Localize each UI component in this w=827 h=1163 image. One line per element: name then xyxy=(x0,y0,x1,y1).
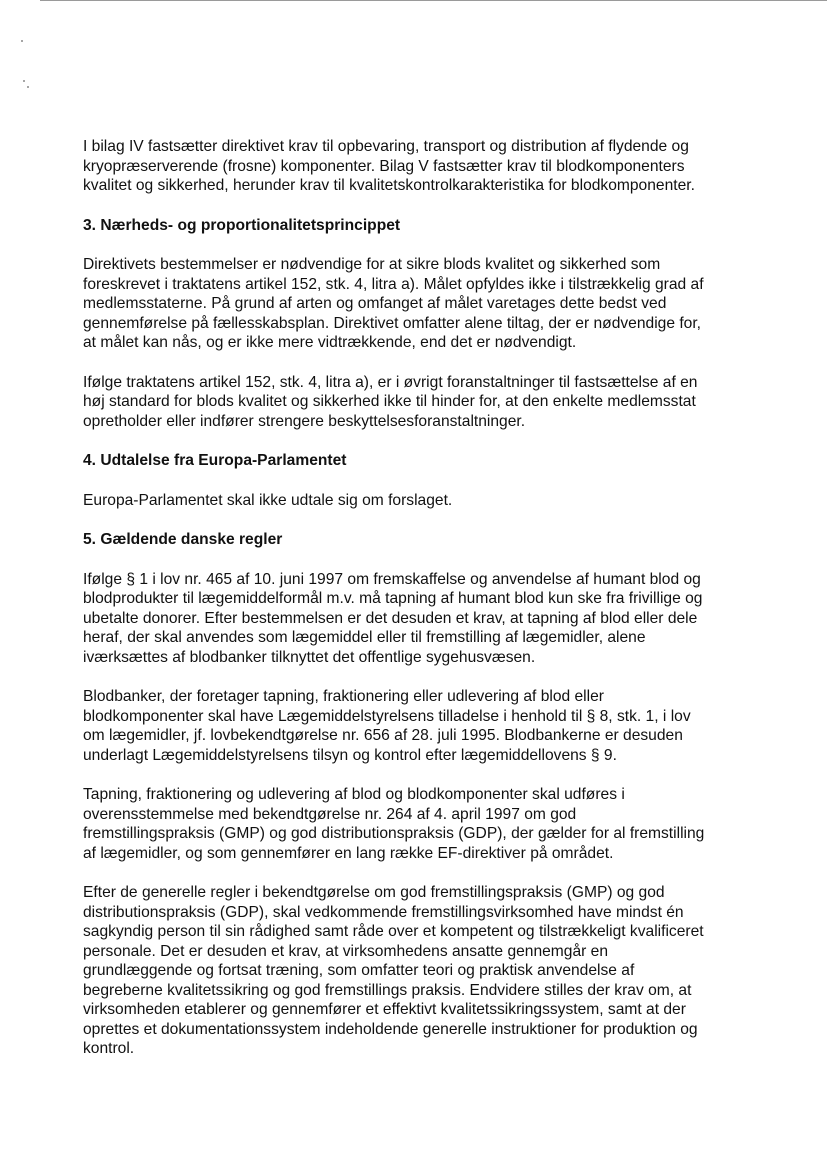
paragraph-blood-banks: Blodbanker, der foretager tapning, fraktionering eller udlevering af blod eller blodkomponenter skal have Lægemiddelstyrelsens tilladelse i henhold til § 8, stk. 1, i lov om lægemidler, jf. lovbekendtgørelse nr. 656 af 28. juli 1995. Blodbankerne er desuden underlagt Lægemiddelstyrelsens tilsyn og kontrol efter lægemiddellovens § 9. xyxy=(83,688,691,764)
paragraph-treaty-article: Ifølge traktatens artikel 152, stk. 4, litra a), er i øvrigt foranstaltninger til fastsættelse af en høj standard for blods kvalitet og sikkerhed ikke til hinder for, at den enkelte medlemsstat opretholder eller indfører strengere beskyttelsesforanstaltninger. xyxy=(83,373,698,430)
paragraph-gmp-gdp: Tapning, fraktionering og udlevering af blod og blodkomponenter skal udføres i overensstemmelse med bekendtgørelse nr. 264 af 4. april 1997 om god fremstillingspraksis (GMP) og god distributionspraksis (GDP), der gælder for al fremstilling af lægemidler, og som gennemfører en lang række EF-direktiver på området. xyxy=(83,786,705,862)
scan-speck xyxy=(27,86,29,88)
scan-top-edge xyxy=(40,0,827,1)
document-body xyxy=(83,137,751,1079)
scan-speck xyxy=(21,40,23,42)
paragraph-annex-requirements: I bilag IV fastsætter direktivet krav til opbevaring, transport og distribution af flydende og kryopræserverende (frosne) komponenter. Bilag V fastsætter krav til blodkomponenters kvalitet og sikkerhed, herunder krav til kvalitetskontrolkarakteristika for blodkomponenter. xyxy=(83,138,695,194)
heading-danish-rules: 5. Gældende danske regler xyxy=(83,531,283,548)
paragraph-general-rules: Efter de generelle regler i bekendtgørelse om god fremstillingspraksis (GMP) og god distributionspraksis (GDP), skal vedkommende fremstillingsvirksomhed have mindst én sagkyndig person til sin rådighed samt råde over et kompetent og tilstrækkeligt kvalificeret personale. Det er desuden et krav, at virksomhedens ansatte gennemgår en grundlæggende og fortsat træning, som omfatter teori og praktisk anvendelse af begreberne kvalitetssikring og god fremstillings praksis. Endvidere stilles der krav om, at virksomheden etablerer og gennemfører et effektivt kvalitetssikringssystem, samt at der oprettes et dokumentationssystem indeholdende generelle instruktioner for produktion og kontrol. xyxy=(83,884,704,1057)
heading-subsidiarity-proportionality: 3. Nærheds- og proportionalitetsprincippet xyxy=(83,216,401,234)
paragraph-parliament-statement: Europa-Parlamentet skal ikke udtale sig om forslaget. xyxy=(83,491,453,509)
heading-european-parliament-opinion: 4. Udtalelse fra Europa-Parlamentet xyxy=(83,452,347,469)
paragraph-directive-necessity: Direktivets bestemmelser er nødvendige for at sikre blods kvalitet og sikkerhed som foreskrevet i traktatens artikel 152, stk. 4, litra a). Målet opfyldes ikke i tilstrækkelig grad af medlemsstaterne. På grund af arten og omfanget af målet varetages dette bedst ved gennemførelse på fællesskabsplan. Direktivet omfatter alene tiltag, der er nødvendige for, at målet kan nås, og er ikke mere vidtrækkende, end det er nødvendigt. xyxy=(83,256,704,351)
scan-speck xyxy=(23,80,25,82)
paragraph-blood-law: Ifølge § 1 i lov nr. 465 af 10. juni 1997 om fremskaffelse og anvendelse af humant blod og blodprodukter til lægemiddelformål m.v. må tapning af humant blod kun ske fra frivillige og ubetalte donorer. Efter bestemmelsen er det desuden et krav, at tapning af blod eller dele heraf, der skal anvendes som lægemiddel eller til fremstilling af lægemidler, alene iværksættes af blodbanker tilknyttet det offentlige sygehusvæsen. xyxy=(83,570,703,666)
